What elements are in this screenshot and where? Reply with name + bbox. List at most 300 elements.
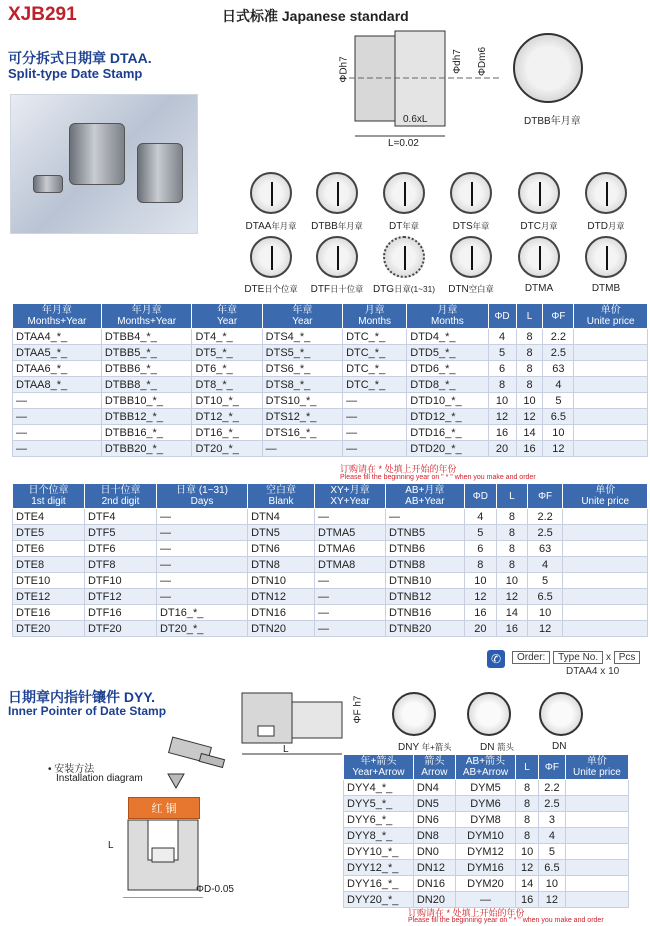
column-header xyxy=(13,484,85,509)
table-cell: 10 xyxy=(527,605,563,621)
column-header xyxy=(386,484,465,509)
table-cell: DYY4_*_ xyxy=(344,780,414,796)
column-header xyxy=(101,304,192,329)
column-header-cn: 年+箭头 xyxy=(360,756,397,767)
sample-stamp-label: DTBB年月章 xyxy=(524,116,581,127)
table-cell: DTAA5_*_ xyxy=(13,345,102,361)
table-cell: 10 xyxy=(488,393,516,409)
column-header xyxy=(497,484,528,509)
table-cell: 12 xyxy=(527,621,563,637)
install-title-cn: • 安装方法 xyxy=(48,764,95,775)
column-header-en: Blank xyxy=(268,496,294,507)
table-cell: 8 xyxy=(497,525,528,541)
table-cell: 10 xyxy=(516,393,543,409)
order-label: Order: xyxy=(512,651,550,664)
table-cell: DN0 xyxy=(413,844,455,860)
table-cell: 12 xyxy=(516,409,543,425)
table-cell: — xyxy=(156,509,247,525)
table-cell: DTS8_*_ xyxy=(262,377,342,393)
table-cell xyxy=(574,329,648,345)
table-cell xyxy=(563,525,648,541)
table-cell: DTF5 xyxy=(84,525,156,541)
column-header-cn: ΦD xyxy=(494,310,510,322)
table-cell: DTF12 xyxy=(84,589,156,605)
order-type-no: Type No. xyxy=(553,651,603,664)
table-cell: DT16_*_ xyxy=(156,605,247,621)
table-cell: DTN10 xyxy=(248,573,315,589)
table-cell xyxy=(563,573,648,589)
table-cell: DTNB20 xyxy=(386,621,465,637)
stamp-label: DTS年章 xyxy=(452,221,490,232)
table-cell: 2.5 xyxy=(539,796,566,812)
table-cell: — xyxy=(156,589,247,605)
column-header xyxy=(315,484,386,509)
table-cell: 8 xyxy=(516,329,543,345)
table-row xyxy=(13,393,648,409)
table-cell: DTE6 xyxy=(13,541,85,557)
column-header-cn: ΦF xyxy=(551,310,566,322)
table-cell: DT16_*_ xyxy=(192,425,262,441)
table-cell: DTE10 xyxy=(13,573,85,589)
table-cell: DTD10_*_ xyxy=(407,393,488,409)
table-cell: 6.5 xyxy=(527,589,563,605)
column-header-cn: 日十位章 xyxy=(100,485,141,496)
table-cell: DYM12 xyxy=(455,844,515,860)
table-cell: DTAA8_*_ xyxy=(13,377,102,393)
stamp-label: DTN空白章 xyxy=(448,284,494,295)
column-header xyxy=(527,484,563,509)
table-cell: DT20_*_ xyxy=(192,441,262,457)
table-cell: DTD16_*_ xyxy=(407,425,488,441)
table-cell: DT4_*_ xyxy=(192,329,262,345)
table-header-row xyxy=(13,304,648,329)
table-cell: — xyxy=(343,425,407,441)
pointer-label: DNY 年+箭头 xyxy=(398,742,452,753)
table-cell: 12 xyxy=(497,589,528,605)
table-cell: — xyxy=(315,573,386,589)
title-chinese: 可分拆式日期章 DTAA. xyxy=(8,50,152,66)
table-cell: 16 xyxy=(497,621,528,637)
column-header xyxy=(539,755,566,780)
table-cell: 2.2 xyxy=(539,780,566,796)
table-cell xyxy=(574,361,648,377)
table-cell: — xyxy=(156,573,247,589)
table-cell: DTF10 xyxy=(84,573,156,589)
table-cell: DN16 xyxy=(413,876,455,892)
table-cell: — xyxy=(13,409,102,425)
table-cell: DT20_*_ xyxy=(156,621,247,637)
column-header xyxy=(192,304,262,329)
column-header-en: Unite price xyxy=(586,316,635,327)
table-cell: DTE8 xyxy=(13,557,85,573)
column-header-cn: AB+箭头 xyxy=(465,756,506,767)
dyy-dim-F: ΦF h7 xyxy=(352,695,364,724)
hammer-icon xyxy=(160,736,230,796)
table-cell xyxy=(574,441,648,457)
column-header-cn: 年月章 xyxy=(131,305,162,316)
standard-headline: 日式标准 Japanese standard xyxy=(222,8,409,24)
column-header-en: 1st digit xyxy=(31,496,66,507)
dyy-order-note-en: Please fill the beginning year on " * " when you make and order xyxy=(408,917,604,924)
table-cell: 2.5 xyxy=(527,525,563,541)
pointer-face-icon xyxy=(392,692,436,736)
table-cell: 16 xyxy=(488,425,516,441)
table-cell: DN8 xyxy=(413,828,455,844)
table-cell: 8 xyxy=(516,812,539,828)
table-cell: 8 xyxy=(516,796,539,812)
copper-block: 红 铜 xyxy=(128,797,200,819)
table-cell: DTC_*_ xyxy=(343,329,407,345)
table-cell: DTE5 xyxy=(13,525,85,541)
table-row xyxy=(344,860,629,876)
table-cell: DTF4 xyxy=(84,509,156,525)
table-cell: — xyxy=(262,441,342,457)
column-header xyxy=(543,304,574,329)
table-cell: 10 xyxy=(543,425,574,441)
table-cell: 63 xyxy=(527,541,563,557)
table-row xyxy=(13,409,648,425)
table-cell: 2.2 xyxy=(527,509,563,525)
table-cell: DTC_*_ xyxy=(343,361,407,377)
table-cell: 5 xyxy=(543,393,574,409)
column-header-en: Months xyxy=(358,316,392,327)
column-header-cn: 年章 xyxy=(292,305,313,316)
stamp-label: DTF日十位章 xyxy=(310,284,364,295)
table-cell xyxy=(574,409,648,425)
table-cell: — xyxy=(13,441,102,457)
table-cell: DYY16_*_ xyxy=(344,876,414,892)
table-row xyxy=(13,509,648,525)
table-cell: 10 xyxy=(516,844,539,860)
column-header-en: Year xyxy=(292,316,313,327)
table-cell xyxy=(565,796,628,812)
table-cell: DTF16 xyxy=(84,605,156,621)
table-cell xyxy=(565,876,628,892)
table-cell: DTBB10_*_ xyxy=(101,393,192,409)
table-cell: DTS6_*_ xyxy=(262,361,342,377)
table-cell: 12 xyxy=(464,589,496,605)
column-header-cn: ΦF xyxy=(544,761,559,773)
column-header xyxy=(262,304,342,329)
table-cell: — xyxy=(343,441,407,457)
stamp-face-icon xyxy=(383,172,425,214)
column-header xyxy=(413,755,455,780)
column-header xyxy=(13,304,102,329)
table-cell: DTE12 xyxy=(13,589,85,605)
table-cell: DTS10_*_ xyxy=(262,393,342,409)
order-note-cn: 订购请在 * 处填上开始的年份 xyxy=(340,464,457,474)
table-cell xyxy=(565,844,628,860)
table-cell: DTBB8_*_ xyxy=(101,377,192,393)
table-cell: DTS12_*_ xyxy=(262,409,342,425)
table-cell: DTN12 xyxy=(248,589,315,605)
table-cell xyxy=(565,860,628,876)
dim-D-m6: ΦDm6 xyxy=(477,46,489,77)
column-header-cn: L xyxy=(524,761,530,773)
table-row xyxy=(13,345,648,361)
dyy-title-cn: 日期章内指针镶件 DYY. xyxy=(8,689,156,705)
order-example-type: DTAA4 xyxy=(566,666,598,677)
table-cell: 8 xyxy=(497,509,528,525)
table-cell: DTN4 xyxy=(248,509,315,525)
table-cell: 10 xyxy=(464,573,496,589)
table-cell: 8 xyxy=(516,345,543,361)
table-cell xyxy=(565,780,628,796)
table-cell: — xyxy=(315,509,386,525)
table-cell: 10 xyxy=(539,876,566,892)
spec-table-date-stamps xyxy=(12,303,648,457)
table-cell xyxy=(574,425,648,441)
table-cell: DYM8 xyxy=(455,812,515,828)
table-cell: 8 xyxy=(464,557,496,573)
table-cell: 8 xyxy=(488,377,516,393)
table-row xyxy=(344,780,629,796)
table-cell: DTAA6_*_ xyxy=(13,361,102,377)
column-header-cn: ΦF xyxy=(538,490,553,502)
table-cell: DTBB20_*_ xyxy=(101,441,192,457)
table-cell: DTN16 xyxy=(248,605,315,621)
stamp-label: DTMB xyxy=(591,283,621,294)
column-header-cn: 单价 xyxy=(586,756,607,767)
stamp-face-icon xyxy=(585,172,627,214)
table-cell: DN4 xyxy=(413,780,455,796)
table-row xyxy=(13,557,648,573)
table-row xyxy=(13,541,648,557)
order-example-pcs: 10 xyxy=(608,666,620,677)
table-cell: DTD12_*_ xyxy=(407,409,488,425)
column-header-cn: 单价 xyxy=(595,485,616,496)
table-cell: 12 xyxy=(543,441,574,457)
table-cell xyxy=(563,557,648,573)
table-cell: 5 xyxy=(527,573,563,589)
order-note-en: Please fill the beginning year on " * " when you make and order xyxy=(340,474,536,481)
table-cell xyxy=(574,345,648,361)
column-header-en: Unite price xyxy=(572,767,621,778)
table-cell xyxy=(563,621,648,637)
table-cell: — xyxy=(455,892,515,908)
table-cell: 12 xyxy=(488,409,516,425)
table-cell: DYM10 xyxy=(455,828,515,844)
product-photo xyxy=(10,94,198,234)
table-cell: DTNB6 xyxy=(386,541,465,557)
table-cell: 2.2 xyxy=(543,329,574,345)
order-example xyxy=(566,666,619,677)
table-cell: DTF8 xyxy=(84,557,156,573)
table-cell: DTE16 xyxy=(13,605,85,621)
table-cell: — xyxy=(315,605,386,621)
table-row xyxy=(344,796,629,812)
pointer-label: DN xyxy=(552,741,567,752)
table-row xyxy=(13,441,648,457)
column-header-cn: 空白章 xyxy=(266,485,297,496)
table-row xyxy=(13,589,648,605)
table-cell: 8 xyxy=(497,557,528,573)
table-header-row xyxy=(344,755,629,780)
table-cell: 6.5 xyxy=(543,409,574,425)
table-cell: DTC_*_ xyxy=(343,345,407,361)
stamp-label: DTG日章(1~31) xyxy=(372,284,436,295)
table-cell: DT6_*_ xyxy=(192,361,262,377)
table-cell: — xyxy=(343,409,407,425)
column-header xyxy=(516,755,539,780)
column-header-en: Unite price xyxy=(581,496,630,507)
table-cell: 5 xyxy=(464,525,496,541)
stamp-label: DT年章 xyxy=(388,221,419,232)
table-cell: 14 xyxy=(497,605,528,621)
column-header-cn: 日章 (1~31) xyxy=(176,485,229,496)
column-header xyxy=(248,484,315,509)
table-cell: 16 xyxy=(464,605,496,621)
table-cell: DTBB16_*_ xyxy=(101,425,192,441)
stamp-face-icon xyxy=(518,172,560,214)
column-header-cn: 月章 xyxy=(437,305,458,316)
table-cell: DTNB10 xyxy=(386,573,465,589)
column-header-en: AB+Year xyxy=(405,496,445,507)
table-cell xyxy=(563,605,648,621)
stamp-label: DTD月章 xyxy=(587,221,625,232)
stamp-face-icon xyxy=(450,236,492,278)
stamp-label: DTBB年月章 xyxy=(311,221,363,232)
table-cell: DT5_*_ xyxy=(192,345,262,361)
column-header-cn: 年章 xyxy=(217,305,238,316)
table-cell: 10 xyxy=(497,573,528,589)
table-row xyxy=(344,812,629,828)
table-cell: DTBB6_*_ xyxy=(101,361,192,377)
table-cell: DYM20 xyxy=(455,876,515,892)
table-cell: 14 xyxy=(516,876,539,892)
stamp-body-photo-2 xyxy=(137,143,183,203)
column-header-cn: XY+月章 xyxy=(330,485,370,496)
table-cell: 8 xyxy=(516,780,539,796)
column-header-en: XY+Year xyxy=(330,496,370,507)
table-cell: DTE20 xyxy=(13,621,85,637)
table-header-row xyxy=(13,484,648,509)
table-cell: 8 xyxy=(516,377,543,393)
dyy-order-note-cn: 订购请在 * 处填上开始的年份 xyxy=(408,908,525,918)
dim-D-h7: ΦDh7 xyxy=(338,56,350,83)
column-header-en: 2nd digit xyxy=(101,496,140,507)
table-cell xyxy=(574,393,648,409)
table-row xyxy=(13,605,648,621)
stamp-face-icon xyxy=(250,236,292,278)
column-header xyxy=(464,484,496,509)
table-cell xyxy=(565,828,628,844)
column-header-en: Days xyxy=(190,496,214,507)
table-cell: DT10_*_ xyxy=(192,393,262,409)
stamp-label: DTAA年月章 xyxy=(245,221,297,232)
table-cell: 6.5 xyxy=(539,860,566,876)
table-cell: DN6 xyxy=(413,812,455,828)
install-cross-section xyxy=(118,818,208,898)
table-row xyxy=(344,844,629,860)
table-cell: 6 xyxy=(464,541,496,557)
column-header xyxy=(574,304,648,329)
table-cell: DTMA8 xyxy=(315,557,386,573)
column-header-cn: 年月章 xyxy=(41,305,72,316)
table-cell: DYY5_*_ xyxy=(344,796,414,812)
table-cell: 16 xyxy=(516,892,539,908)
table-cell: DTAA4_*_ xyxy=(13,329,102,345)
table-cell: DTN6 xyxy=(248,541,315,557)
install-dim-L: L xyxy=(108,840,114,851)
table-cell: DTS4_*_ xyxy=(262,329,342,345)
column-header xyxy=(455,755,515,780)
table-cell: 14 xyxy=(516,425,543,441)
stamp-face-icon xyxy=(250,172,292,214)
stamp-face-icon xyxy=(585,236,627,278)
table-cell: DYY8_*_ xyxy=(344,828,414,844)
table-cell: 4 xyxy=(464,509,496,525)
column-header-en: Months+Year xyxy=(27,316,87,327)
table-cell: DTNB16 xyxy=(386,605,465,621)
table-cell: DT12_*_ xyxy=(192,409,262,425)
stamp-dimension-drawing xyxy=(330,26,510,151)
table-cell xyxy=(563,509,648,525)
stamp-body-photo xyxy=(69,123,125,185)
install-dim-D: ΦD-0.05 xyxy=(196,884,234,895)
table-cell: DTBB12_*_ xyxy=(101,409,192,425)
table-cell: 4 xyxy=(543,377,574,393)
pointer-dimension-drawing xyxy=(240,688,350,768)
table-cell: — xyxy=(156,541,247,557)
table-cell: 4 xyxy=(539,828,566,844)
table-row xyxy=(13,329,648,345)
column-header-cn: 箭头 xyxy=(424,756,445,767)
spec-table-day-stamps xyxy=(12,483,648,637)
phone-icon: ✆ xyxy=(487,650,505,668)
column-header xyxy=(344,755,414,780)
table-row xyxy=(344,828,629,844)
table-cell: 5 xyxy=(488,345,516,361)
stamp-face-icon xyxy=(316,236,358,278)
column-header-en: Arrow xyxy=(421,767,448,778)
column-header-cn: L xyxy=(509,490,515,502)
table-cell: — xyxy=(343,393,407,409)
table-cell: DYM16 xyxy=(455,860,515,876)
table-cell: DTN8 xyxy=(248,557,315,573)
table-cell: DYY6_*_ xyxy=(344,812,414,828)
table-cell xyxy=(574,377,648,393)
table-cell: 8 xyxy=(516,828,539,844)
table-cell: DTN20 xyxy=(248,621,315,637)
table-cell: 4 xyxy=(488,329,516,345)
table-cell: DTBB5_*_ xyxy=(101,345,192,361)
dim-L: L=0.02 xyxy=(388,138,419,149)
column-header-cn: 单价 xyxy=(600,305,621,316)
table-cell: — xyxy=(156,557,247,573)
column-header-cn: AB+月章 xyxy=(405,485,445,496)
table-cell: DYY10_*_ xyxy=(344,844,414,860)
spec-table-pointers xyxy=(343,754,629,908)
stamp-label: DTMA xyxy=(524,283,554,294)
table-cell xyxy=(563,589,648,605)
column-header xyxy=(407,304,488,329)
table-cell: — xyxy=(156,525,247,541)
table-cell: — xyxy=(315,621,386,637)
table-cell: DTD6_*_ xyxy=(407,361,488,377)
table-cell: DTNB8 xyxy=(386,557,465,573)
table-cell: — xyxy=(315,589,386,605)
column-header xyxy=(488,304,516,329)
pointer-face-icon xyxy=(539,692,583,736)
dyy-dim-L: L xyxy=(283,744,289,755)
table-row xyxy=(13,425,648,441)
order-format xyxy=(512,651,640,664)
table-cell: DTC_*_ xyxy=(343,377,407,393)
table-cell: DTNB12 xyxy=(386,589,465,605)
table-cell: 2.5 xyxy=(543,345,574,361)
stamp-face-icon xyxy=(383,236,425,278)
